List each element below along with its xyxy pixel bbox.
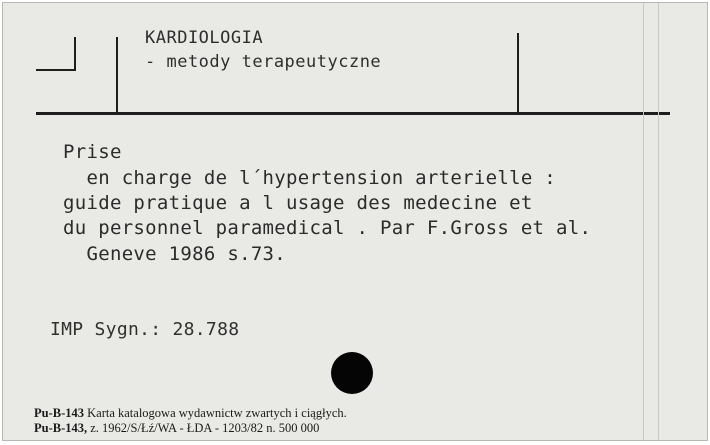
card-crease-2 xyxy=(658,3,659,441)
subject-subheading: - metody terapeutyczne xyxy=(145,52,382,72)
entry-line-1: Prise xyxy=(63,141,122,163)
call-number-value: 28.788 xyxy=(172,319,240,340)
header-left-divider xyxy=(116,37,118,113)
card-crease xyxy=(643,3,644,441)
footer-code-1: Pu-B-143 xyxy=(34,406,84,420)
footer-text-2: z. 1962/S/Łź/WA - ŁDA - 1203/82 n. 500 000 xyxy=(90,421,320,435)
catalog-card xyxy=(2,2,708,441)
subject-heading: KARDIOLOGIA xyxy=(145,28,264,48)
punch-hole xyxy=(331,352,373,394)
footer-code-2: Pu-B-143, xyxy=(34,421,88,435)
footer-text-1: Karta katalogowa wydawnictw zwartych i ciągłych. xyxy=(87,406,347,420)
footer-line-2 xyxy=(34,421,319,436)
header-right-divider xyxy=(517,33,519,113)
entry-line-2: en charge de l´hypertension arterielle : xyxy=(63,167,557,189)
call-number-label: IMP Sygn.: xyxy=(50,319,162,340)
entry-line-5: Geneve 1986 s.73. xyxy=(63,243,287,265)
entry-line-3: guide pratique a l usage des medecine et xyxy=(63,192,533,214)
footer-line-1 xyxy=(34,406,347,421)
corner-bracket xyxy=(36,37,76,71)
entry-line-4: du personnel paramedical . Par F.Gross et al. xyxy=(63,217,592,239)
call-number xyxy=(50,319,239,340)
header-rule xyxy=(36,112,670,115)
